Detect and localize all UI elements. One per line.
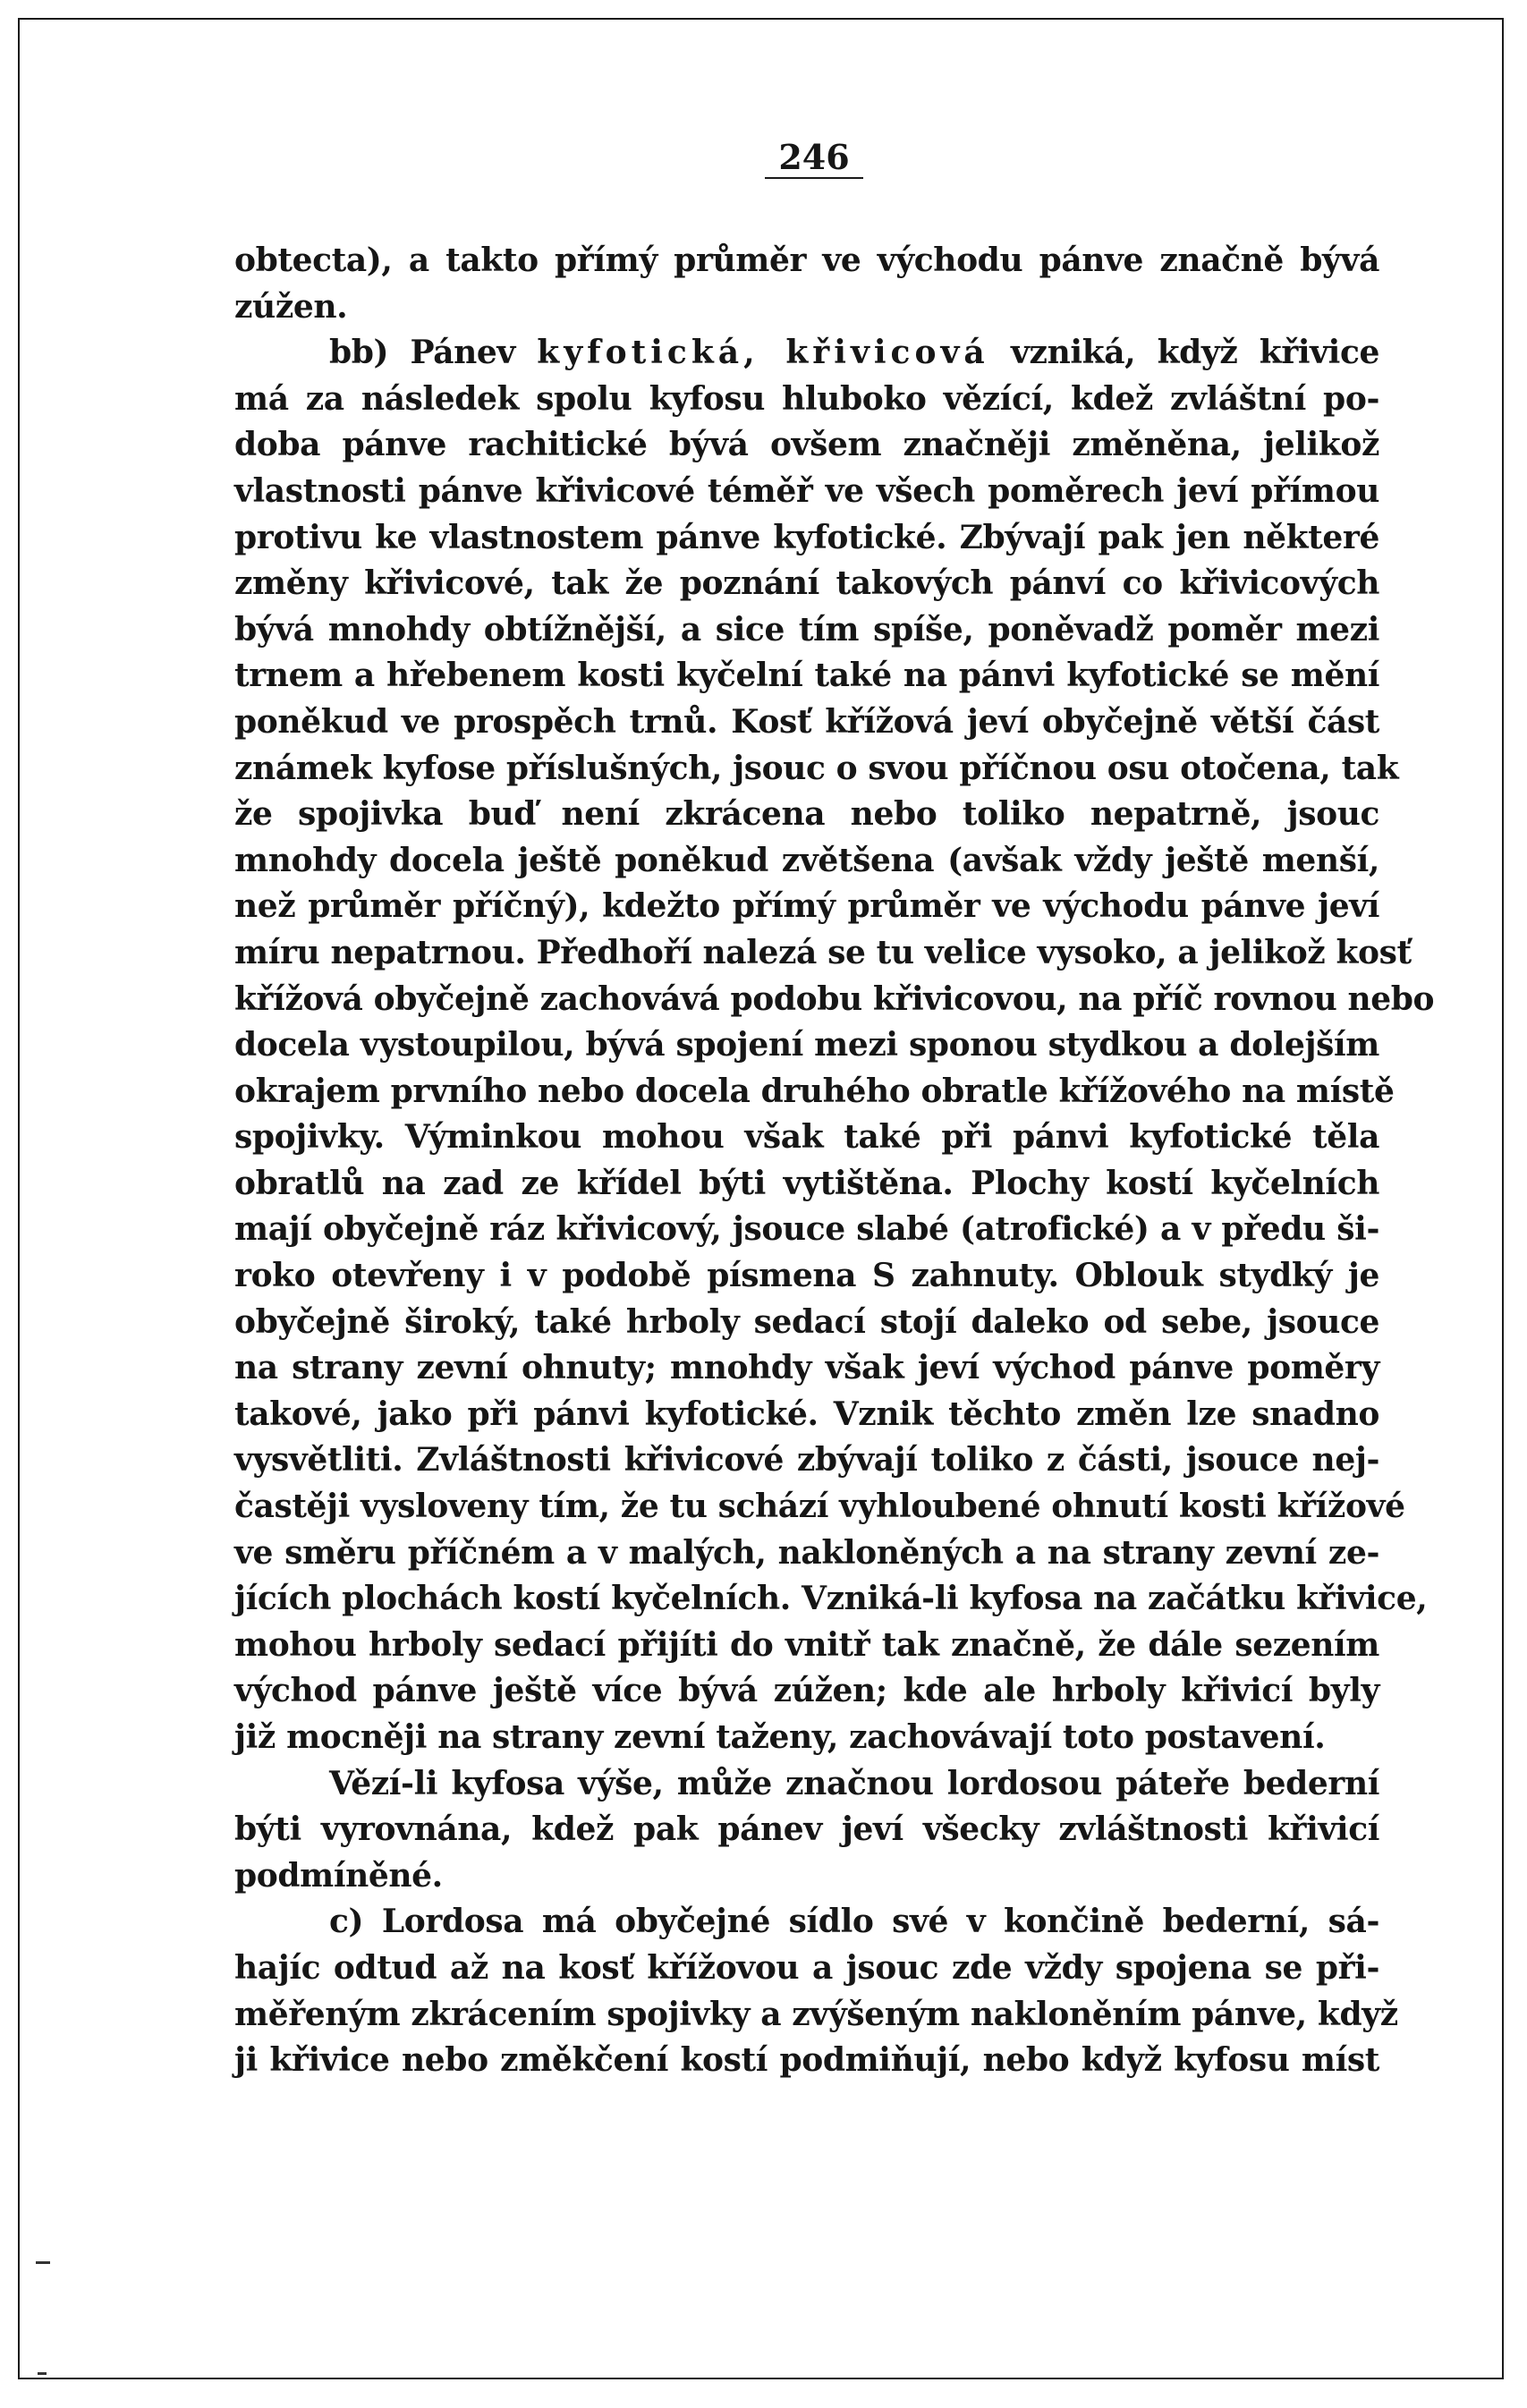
text-line: trnem a hřebenem kosti kyčelní také na pánvi kyfotické se mění bbox=[234, 657, 1379, 695]
text-line: takové, jako při pánvi kyfotické. Vznik těchto změn lze snadno bbox=[234, 1395, 1379, 1433]
text-line: změny křivicové, tak že poznání takových pánví co křivicových bbox=[234, 564, 1379, 603]
text-line: doba pánve rachitické bývá ovšem značněji změněna, jelikož bbox=[234, 426, 1379, 464]
text-line: má za následek spolu kyfosu hluboko vězící, kdež zvláštní po- bbox=[234, 379, 1379, 418]
text-line: známek kyfose příslušných, jsouc o svou příčnou osu otočena, tak bbox=[234, 749, 1399, 787]
text-line: roko otevřeny i v podobě písmena S zahnuty. Oblouk stydký je bbox=[234, 1257, 1379, 1295]
text-line: obtecta), a takto přímý průměr ve východu pánve značně bývá bbox=[234, 242, 1379, 279]
text-line: obratlů na zad ze křídel býti vytištěna. Plochy kostí kyčelních bbox=[234, 1164, 1379, 1202]
text-line: vlastnosti pánve křivicové téměř ve všech poměrech jeví přímou bbox=[234, 471, 1379, 510]
spaced-term: kyfotická, křivicová bbox=[537, 334, 989, 372]
text-line: ve směru příčném a v malých, nakloněných a na strany zevní ze- bbox=[234, 1533, 1379, 1572]
text-line: vysvětliti. Zvláštnosti křivicové zbývají toliko z části, jsouce nej- bbox=[234, 1441, 1379, 1480]
text-line: docela vystoupilou, bývá spojení mezi sponou stydkou a dolejším bbox=[234, 1026, 1379, 1064]
text-line: že spojivka buď není zkrácena nebo toliko nepatrně, jsouc bbox=[234, 795, 1379, 834]
text-line: protivu ke vlastnostem pánve kyfotické. Zbývají pak jen některé bbox=[234, 518, 1379, 556]
text-line: měřeným zkrácením spojivky a zvýšeným nakloněním pánve, když bbox=[234, 1995, 1398, 2033]
text-segment: vzniká, když křivice bbox=[988, 334, 1379, 372]
text-line: východ pánve ještě více bývá zúžen; kde ale hrboly křivicí byly bbox=[234, 1672, 1379, 1710]
text-line: bývá mnohdy obtížnější, a sice tím spíše, poněvadž poměr mezi bbox=[234, 610, 1379, 649]
text-line: míru nepatrnou. Předhoří nalezá se tu velice vysoko, a jelikož kosť bbox=[234, 933, 1412, 971]
text-line: častěji vysloveny tím, že tu schází vyhloubené ohnutí kosti křížové bbox=[234, 1488, 1405, 1526]
text-line: již mocněji na strany zevní taženy, zachovávají toto postavení. bbox=[234, 1718, 1326, 1756]
text-line bbox=[234, 330, 1379, 377]
text-line: býti vyrovnána, kdež pak pánev jeví všecky zvláštnosti křivicí bbox=[234, 1810, 1379, 1849]
text-line: okrajem prvního nebo docela druhého obratle křížového na místě bbox=[234, 1072, 1395, 1110]
text-line: c) Lordosa má obyčejné sídlo své v končině bederní, sá- bbox=[329, 1903, 1379, 1941]
scan-speck bbox=[36, 2261, 50, 2264]
text-line: na strany zevní ohnuty; mnohdy však jeví východ pánve poměry bbox=[234, 1349, 1379, 1387]
text-line: Vězí-li kyfosa výše, může značnou lordosou páteře bederní bbox=[329, 1764, 1379, 1802]
text-segment: bb) Pánev bbox=[329, 334, 538, 372]
scan-speck bbox=[38, 2372, 47, 2375]
text-line: mohou hrboly sedací přijíti do vnitř tak značně, že dále sezením bbox=[234, 1625, 1379, 1664]
text-line: mnohdy docela ještě poněkud zvětšena (avšak vždy ještě menší, bbox=[234, 841, 1379, 879]
text-line: ji křivice nebo změkčení kostí podmiňují, nebo když kyfosu míst bbox=[234, 2041, 1379, 2080]
text-line: spojivky. Výminkou mohou však také při pánvi kyfotické těla bbox=[234, 1118, 1379, 1157]
page-number: 246 bbox=[765, 138, 863, 179]
text-line: křížová obyčejně zachovává podobu křivicovou, na příč rovnou nebo bbox=[234, 979, 1435, 1018]
text-line: než průměr příčný), kdežto přímý průměr ve východu pánve jeví bbox=[234, 887, 1379, 926]
text-line: podmíněné. bbox=[234, 1856, 443, 1895]
body-text bbox=[234, 238, 1435, 2084]
text-line: jících plochách kostí kyčelních. Vzniká-li kyfosa na začátku křivice, bbox=[234, 1580, 1428, 1618]
text-line: zúžen. bbox=[234, 287, 348, 326]
text-line: poněkud ve prospěch trnů. Kosť křížová jeví obyčejně větší část bbox=[234, 702, 1379, 741]
text-line: mají obyčejně ráz křivicový, jsouce slabé (atrofické) a v předu ši- bbox=[234, 1210, 1379, 1249]
text-line: hajíc odtud až na kosť křížovou a jsouc zde vždy spojena se při- bbox=[234, 1948, 1379, 1987]
text-line: obyčejně široký, také hrboly sedací stojí daleko od sebe, jsouce bbox=[234, 1302, 1379, 1341]
